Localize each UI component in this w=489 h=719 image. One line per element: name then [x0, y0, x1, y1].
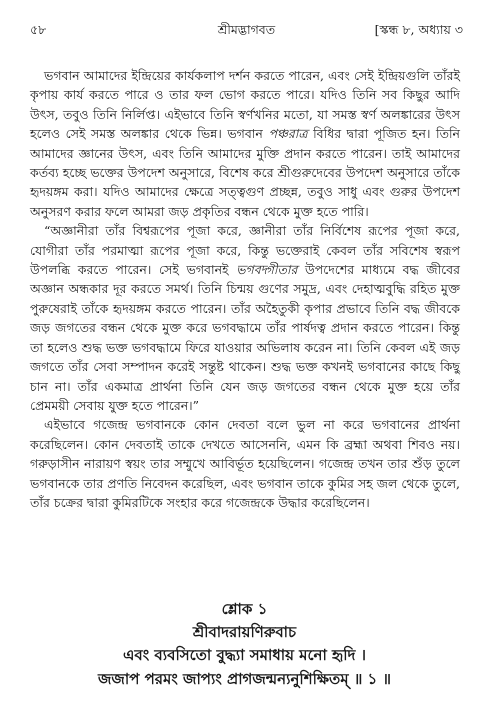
verse-line-1: এবং ব্যবসিতো বুদ্ধ্যা সমাধায় মনো হৃদি ।	[122, 646, 367, 664]
page-header	[30, 22, 463, 42]
verse-block	[0, 598, 489, 691]
verse-speaker: শ্রীবাদরায়ণিরুবাচ	[192, 623, 297, 641]
text-run: বিধির দ্বারা পূজিত হন। তিনি আমাদের জ্ঞানের উৎস, এবং তিনি আমাদের মুক্তি প্রদান করতে পারেন। তাই আমাদের কর্তব্য হচ্ছে ভক্তের উপদেশ অনুসারে, বিশেষ করে শ্রীগুরুদেবের উপদেশ অনুসারে তাঁকে হৃদয়ঙ্গম করা। যদিও আমাদের ক্ষেত্রে সত্ত্বগুণ প্রচ্ছন্ন, তবুও সাধু এবং গুরুর উপদেশ অনুসরণ করার ফলে আমরা জড় প্রকৃতির বন্ধন থেকে মুক্ত হতে পারি।	[30, 126, 460, 219]
text-run: উপদেশের মাধ্যমে বদ্ধ জীবের অজ্ঞান অন্ধকার দূর করতে সমর্থ। তিনি চিন্ময় গুণের সমুদ্র, এবং দেহাত্মবুদ্ধি রহিত মুক্ত পুরুষেরাই তাঁকে হৃদয়ঙ্গম করতে পারেন। তাঁর অহৈতুকী কৃপার প্রভাবে তিনি বদ্ধ জীবকে জড় জগতের বন্ধন থেকে মুক্ত করে ভগবদ্ধামে তাঁর পার্ষদত্ব প্রদান করতে পারেন। কিন্তু তা হলেও শুদ্ধ ভক্ত ভগবদ্ধামে ফিরে যাওয়ার অভিলাষ করেন না। তিনি কেবল এই জড় জগতে তাঁর সেবা সম্পাদন করেই সন্তুষ্ট থাকেন। শুদ্ধ ভক্ত কখনই ভগবানের কাছে কিছু চান না। তাঁর একমাত্র প্রার্থনা তিনি যেন জড় জগতের বন্ধন থেকে মুক্ত হয়ে তাঁর প্রেমময়ী সেবায় যুক্ত হতে পারেন।”	[30, 262, 460, 413]
purport-paragraph-2: এইভাবে গজেন্দ্র ভগবানকে কোন দেবতা বলে ভুল না করে ভগবানের প্রার্থনা করেছিলেন। কোন দেবতাই তাকে দেখতে আসেননি, এমন কি ব্রহ্মা অথবা শিবও নয়। গরুড়াসীন নারায়ণ স্বয়ং তার সম্মুখে আবির্ভূত হয়েছিলেন। গজেন্দ্র তখন তার শুঁড় তুলে ভগবানকে তার প্রণতি নিবেদন করেছিল, এবং ভগবান তাকে কুমির সহ জল থেকে তুলে, তাঁর চক্রের দ্বারা কুমিরটিকে সংহার করে গজেন্দ্রকে উদ্ধার করেছিলেন।	[30, 417, 460, 510]
text-run: “অজ্ঞানীরা তাঁর বিশ্বরূপের পূজা করে, জ্ঞানীরা তাঁর নির্বিশেষ রূপের পূজা করে, যোগীরা তাঁর পরমাত্মা রূপের পূজা করে, কিন্তু ভক্তেরাই কেবল তাঁর সবিশেষ স্বরূপ উপলব্ধি করতে পারেন। সেই ভগবানই	[30, 223, 460, 278]
verse-number: শ্লোক ১	[221, 600, 268, 618]
italic-term: পঞ্চরাত্র	[268, 126, 308, 142]
purport-paragraph-1	[30, 66, 460, 221]
purport-quotation	[30, 221, 460, 415]
book-title: শ্রীমদ্ভাগবত	[217, 22, 276, 37]
verse-line-2: জজাপ পরমং জাপ্যং প্রাগজন্মন্যনুশিক্ষিতম্ ॥ ১ ॥	[98, 670, 391, 688]
page-number: ৫৮	[30, 22, 47, 37]
section-reference: [স্কন্ধ ৮, অধ্যায় ৩	[374, 22, 463, 37]
italic-term: ভগবদ্গীতার	[236, 262, 298, 278]
text-run: ভগবান আমাদের ইন্দ্রিয়ের কার্যকলাপ দর্শন করতে পারেন, এবং সেই ইন্দ্রিয়গুলি তাঁরই কৃপায় কার্য করতে পারে ও তার ফল ভোগ করতে পারে। যদিও তিনি সব কিছুর আদি উৎস, তবুও তিনি নির্লিপ্ত। এইভাবে তিনি স্বর্ণখনির মতো, যা সমস্ত স্বর্ণ অলঙ্কারের উৎস হলেও সেই সমস্ত অলঙ্কার থেকে ভিন্ন। ভগবান	[30, 68, 460, 142]
purport-text	[30, 66, 460, 512]
